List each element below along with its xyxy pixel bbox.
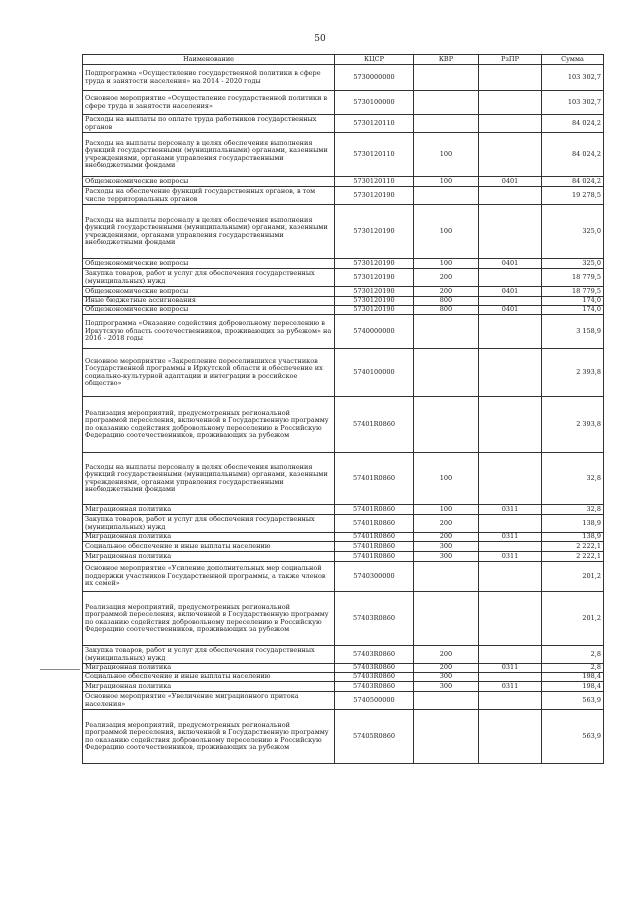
row-kvr-cell	[414, 349, 479, 397]
row-sum-cell: 2 222,1	[542, 552, 604, 562]
row-sum-cell: 563,9	[542, 692, 604, 710]
row-kvr-cell	[414, 562, 479, 592]
row-kvr-cell: 100	[414, 205, 479, 259]
row-rzpr-cell: 0311	[479, 505, 542, 515]
row-kcsr-cell: 57401R0860	[335, 453, 414, 505]
row-rzpr-cell: 0311	[479, 664, 542, 673]
row-kvr-cell	[414, 692, 479, 710]
row-rzpr-cell	[479, 542, 542, 552]
table-row	[83, 646, 604, 664]
row-name-cell: Общеэкономические вопросы	[83, 287, 335, 297]
row-name-cell: Миграционная политика	[83, 552, 335, 562]
table-row	[83, 664, 604, 673]
row-sum-cell: 174,0	[542, 306, 604, 315]
table-row	[83, 692, 604, 710]
row-rzpr-cell	[479, 115, 542, 133]
row-sum-cell: 563,9	[542, 710, 604, 764]
row-kvr-cell	[414, 315, 479, 349]
row-kcsr-cell: 5730120190	[335, 205, 414, 259]
row-sum-cell: 84 024,2	[542, 115, 604, 133]
row-kvr-cell: 200	[414, 533, 479, 542]
table-row	[83, 562, 604, 592]
row-rzpr-cell: 0311	[479, 552, 542, 562]
row-sum-cell: 84 024,2	[542, 177, 604, 187]
row-name-cell: Социальное обеспечение и иные выплаты населению	[83, 673, 335, 682]
row-rzpr-cell	[479, 646, 542, 664]
row-kvr-cell: 200	[414, 646, 479, 664]
row-kvr-cell	[414, 115, 479, 133]
header-row	[83, 55, 604, 65]
row-kcsr-cell: 57401R0860	[335, 552, 414, 562]
row-sum-cell: 32,8	[542, 453, 604, 505]
table-row	[83, 315, 604, 349]
table-row	[83, 269, 604, 287]
table-row	[83, 682, 604, 692]
row-kcsr-cell: 57403R0860	[335, 664, 414, 673]
row-name-cell: Расходы на выплаты персоналу в целях обеспечения выполнения функций государственными (муниципальными) органами, казенными учреждениями, органами управления государственными внебюджетными фондами	[83, 205, 335, 259]
row-kcsr-cell: 5730100000	[335, 91, 414, 115]
row-kvr-cell: 200	[414, 269, 479, 287]
row-sum-cell: 325,0	[542, 259, 604, 269]
row-kcsr-cell: 5730120110	[335, 115, 414, 133]
row-kcsr-cell: 57401R0860	[335, 533, 414, 542]
row-rzpr-cell	[479, 187, 542, 205]
row-kcsr-cell: 57403R0860	[335, 682, 414, 692]
row-kvr-cell: 300	[414, 542, 479, 552]
row-kcsr-cell: 5740000000	[335, 315, 414, 349]
header-name: Наименование	[83, 55, 335, 65]
row-name-cell: Основное мероприятие «Усиление дополнительных мер социальной поддержки участников Государственной программы, а также членов их семей»	[83, 562, 335, 592]
row-kvr-cell: 200	[414, 664, 479, 673]
row-sum-cell: 18 779,5	[542, 287, 604, 297]
row-name-cell: Миграционная политика	[83, 505, 335, 515]
row-kcsr-cell: 5730120190	[335, 306, 414, 315]
row-kcsr-cell: 57401R0860	[335, 515, 414, 533]
row-kvr-cell	[414, 592, 479, 646]
row-sum-cell: 2,8	[542, 664, 604, 673]
row-kcsr-cell: 5730120190	[335, 269, 414, 287]
row-kcsr-cell: 5730120190	[335, 297, 414, 306]
table-row	[83, 592, 604, 646]
row-rzpr-cell: 0401	[479, 177, 542, 187]
table-row	[83, 115, 604, 133]
row-rzpr-cell: 0401	[479, 259, 542, 269]
row-name-cell: Иные бюджетные ассигнования	[83, 297, 335, 306]
row-name-cell: Реализация мероприятий, предусмотренных региональной программой переселения, включенной в Государственную программу по оказанию содействия добровольному переселению в Российскую Федерацию соотечественников, проживающих за рубежом	[83, 592, 335, 646]
table-row	[83, 205, 604, 259]
row-rzpr-cell	[479, 515, 542, 533]
row-kvr-cell: 300	[414, 552, 479, 562]
table-row	[83, 187, 604, 205]
table-row	[83, 65, 604, 91]
row-kcsr-cell: 57401R0860	[335, 542, 414, 552]
header-rzpr: РзПР	[479, 55, 542, 65]
row-sum-cell: 201,2	[542, 592, 604, 646]
row-sum-cell: 198,4	[542, 673, 604, 682]
row-kcsr-cell: 57401R0860	[335, 397, 414, 453]
row-rzpr-cell	[479, 397, 542, 453]
row-rzpr-cell	[479, 269, 542, 287]
row-sum-cell: 2 393,8	[542, 349, 604, 397]
row-kcsr-cell: 5730120190	[335, 287, 414, 297]
row-sum-cell: 2 222,1	[542, 542, 604, 552]
row-kvr-cell: 800	[414, 306, 479, 315]
row-rzpr-cell	[479, 205, 542, 259]
row-name-cell: Миграционная политика	[83, 533, 335, 542]
row-name-cell: Расходы на выплаты персоналу в целях обеспечения выполнения функций государственными (муниципальными) органами, казенными учреждениями, органами управления государственными внебюджетными фондами	[83, 133, 335, 177]
row-name-cell: Расходы на выплаты персоналу в целях обеспечения выполнения функций государственными (муниципальными) органами, казенными учреждениями, органами управления государственными внебюджетными фондами	[83, 453, 335, 505]
table-row	[83, 306, 604, 315]
row-sum-cell: 103 302,7	[542, 91, 604, 115]
table-row	[83, 533, 604, 542]
row-rzpr-cell: 0311	[479, 682, 542, 692]
row-kvr-cell: 100	[414, 133, 479, 177]
row-rzpr-cell	[479, 91, 542, 115]
row-kvr-cell: 300	[414, 673, 479, 682]
row-kvr-cell: 100	[414, 453, 479, 505]
row-name-cell: Закупка товаров, работ и услуг для обеспечения государственных (муниципальных) нужд	[83, 646, 335, 664]
row-kcsr-cell: 57403R0860	[335, 592, 414, 646]
table-row	[83, 710, 604, 764]
row-rzpr-cell	[479, 297, 542, 306]
row-name-cell: Основное мероприятие «Увеличение миграционного притока населения»	[83, 692, 335, 710]
row-name-cell: Миграционная политика	[83, 682, 335, 692]
row-rzpr-cell	[479, 710, 542, 764]
table-row	[83, 397, 604, 453]
row-kvr-cell	[414, 91, 479, 115]
row-name-cell: Основное мероприятие «Закрепление переселившихся участников Государственной программы в Иркутской области и обеспечение их социально-культурной адаптации и интеграции в российское общество»	[83, 349, 335, 397]
table-row	[83, 297, 604, 306]
scan-artifact-line	[40, 669, 80, 670]
row-kvr-cell	[414, 187, 479, 205]
row-kvr-cell	[414, 65, 479, 91]
table-row	[83, 552, 604, 562]
row-sum-cell: 3 158,9	[542, 315, 604, 349]
table-row	[83, 515, 604, 533]
row-name-cell: Реализация мероприятий, предусмотренных региональной программой переселения, включенной в Государственную программу по оказанию содействия добровольному переселению в Российскую Федерацию соотечественников, проживающих за рубежом	[83, 710, 335, 764]
row-name-cell: Закупка товаров, работ и услуг для обеспечения государственных (муниципальных) нужд	[83, 515, 335, 533]
table-row	[83, 91, 604, 115]
row-kcsr-cell: 5730000000	[335, 65, 414, 91]
row-kcsr-cell: 57403R0860	[335, 673, 414, 682]
row-kcsr-cell: 57401R0860	[335, 505, 414, 515]
row-sum-cell: 174,0	[542, 297, 604, 306]
row-sum-cell: 198,4	[542, 682, 604, 692]
row-rzpr-cell	[479, 673, 542, 682]
row-name-cell: Миграционная политика	[83, 664, 335, 673]
row-name-cell: Основное мероприятие «Осуществление государственной политики в сфере труда и занятости населения»	[83, 91, 335, 115]
row-kvr-cell: 100	[414, 505, 479, 515]
table-row	[83, 287, 604, 297]
row-kcsr-cell: 5730120190	[335, 187, 414, 205]
row-kcsr-cell: 5730120110	[335, 177, 414, 187]
row-name-cell: Подпрограмма «Оказание содействия добровольному переселению в Иркутскую область соотечественников, проживающих за рубежом» на 2016 - 2018 годы	[83, 315, 335, 349]
table-row	[83, 673, 604, 682]
table-row	[83, 505, 604, 515]
row-kvr-cell	[414, 710, 479, 764]
table-row	[83, 259, 604, 269]
row-kcsr-cell: 57403R0860	[335, 646, 414, 664]
table-row	[83, 453, 604, 505]
row-sum-cell: 325,0	[542, 205, 604, 259]
row-sum-cell: 201,2	[542, 562, 604, 592]
table-row	[83, 349, 604, 397]
row-sum-cell: 19 278,5	[542, 187, 604, 205]
row-rzpr-cell	[479, 592, 542, 646]
row-kcsr-cell: 5740500000	[335, 692, 414, 710]
row-kvr-cell: 800	[414, 297, 479, 306]
row-rzpr-cell	[479, 692, 542, 710]
row-name-cell: Подпрограмма «Осуществление государственной политики в сфере труда и занятости населения» на 2014 - 2020 годы	[83, 65, 335, 91]
row-kvr-cell: 100	[414, 177, 479, 187]
page-number: 50	[314, 34, 326, 44]
row-rzpr-cell: 0311	[479, 533, 542, 542]
row-kvr-cell: 100	[414, 259, 479, 269]
header-kcsr: КЦСР	[335, 55, 414, 65]
row-rzpr-cell	[479, 453, 542, 505]
table-row	[83, 177, 604, 187]
row-sum-cell: 138,9	[542, 533, 604, 542]
row-kvr-cell: 300	[414, 682, 479, 692]
row-name-cell: Расходы на обеспечение функций государственных органов, в том числе территориальных органов	[83, 187, 335, 205]
row-name-cell: Социальное обеспечение и иные выплаты населению	[83, 542, 335, 552]
row-sum-cell: 138,9	[542, 515, 604, 533]
row-sum-cell: 84 024,2	[542, 133, 604, 177]
row-name-cell: Общеэкономические вопросы	[83, 259, 335, 269]
row-name-cell: Закупка товаров, работ и услуг для обеспечения государственных (муниципальных) нужд	[83, 269, 335, 287]
row-sum-cell: 18 779,5	[542, 269, 604, 287]
row-name-cell: Реализация мероприятий, предусмотренных региональной программой переселения, включенной в Государственную программу по оказанию содействия добровольному переселению в Российскую Федерацию соотечественников, проживающих за рубежом	[83, 397, 335, 453]
row-kcsr-cell: 57405R0860	[335, 710, 414, 764]
row-rzpr-cell	[479, 315, 542, 349]
row-rzpr-cell: 0401	[479, 287, 542, 297]
row-rzpr-cell: 0401	[479, 306, 542, 315]
row-kcsr-cell: 5740100000	[335, 349, 414, 397]
row-name-cell: Общеэкономические вопросы	[83, 177, 335, 187]
row-kcsr-cell: 5730120190	[335, 259, 414, 269]
row-kvr-cell	[414, 397, 479, 453]
row-kvr-cell: 200	[414, 515, 479, 533]
row-rzpr-cell	[479, 133, 542, 177]
row-rzpr-cell	[479, 65, 542, 91]
row-kcsr-cell: 5730120110	[335, 133, 414, 177]
row-sum-cell: 2 393,8	[542, 397, 604, 453]
row-name-cell: Общеэкономические вопросы	[83, 306, 335, 315]
header-sum: Сумма	[542, 55, 604, 65]
row-sum-cell: 103 302,7	[542, 65, 604, 91]
budget-table	[82, 54, 604, 764]
row-kcsr-cell: 5740300000	[335, 562, 414, 592]
row-sum-cell: 2,8	[542, 646, 604, 664]
row-kvr-cell: 200	[414, 287, 479, 297]
row-sum-cell: 32,8	[542, 505, 604, 515]
row-rzpr-cell	[479, 562, 542, 592]
row-rzpr-cell	[479, 349, 542, 397]
table-row	[83, 542, 604, 552]
row-name-cell: Расходы на выплаты по оплате труда работников государственных органов	[83, 115, 335, 133]
table-row	[83, 133, 604, 177]
header-kvr: КВР	[414, 55, 479, 65]
